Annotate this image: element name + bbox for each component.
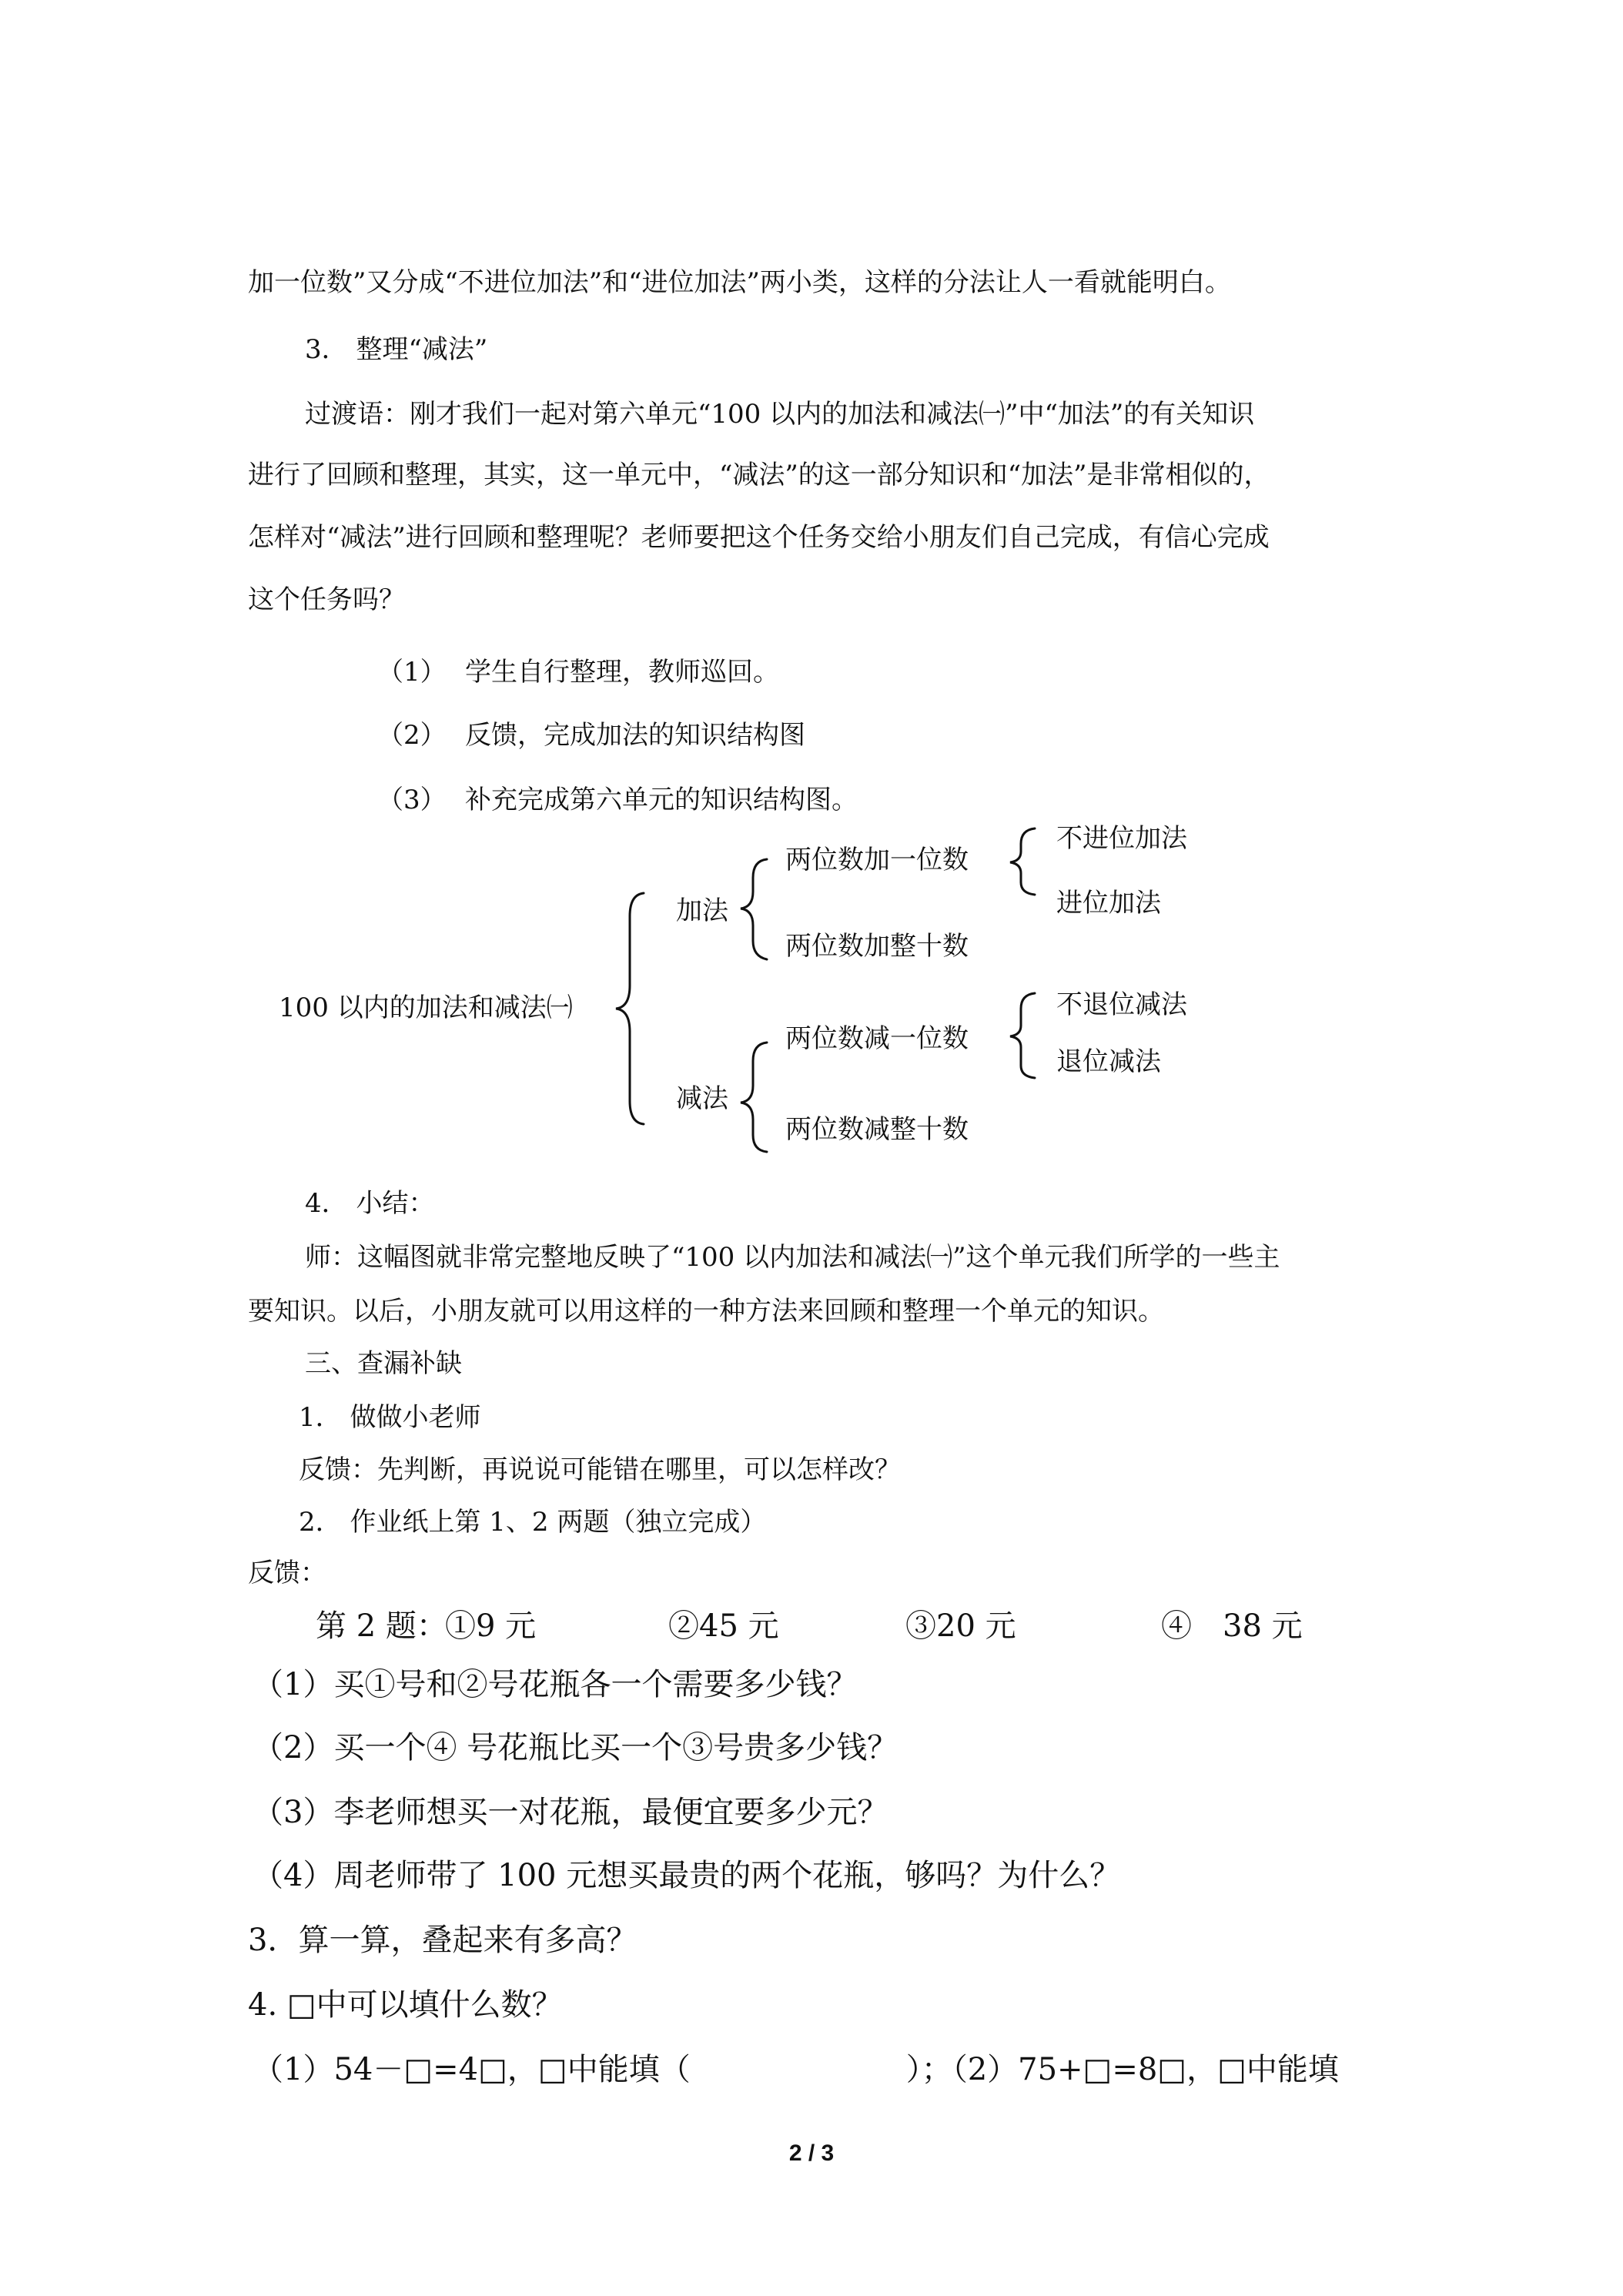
diagram-sub-a: 两位数减一位数 [785,1023,969,1054]
paragraph-line: 进行了回顾和整理，其实，这一单元中，“减法”的这一部分知识和“加法”是非常相似的， [248,460,1270,490]
step-number: （2） [377,720,447,751]
page-number: 2 / 3 [788,2140,835,2166]
question-3: 3．算一算，叠起来有多高？ [248,1923,637,1958]
price-2: ②45 元 [668,1608,779,1644]
question-4: 4. □中可以填什么数？ [248,1987,563,2023]
paragraph-line: 这个任务吗？ [248,584,405,615]
step-number: （1） [377,657,447,688]
question-line: （1）买①号和②号花瓶各一个需要多少钱？ [253,1667,858,1702]
paragraph-line: 加一位数”又分成“不进位加法”和“进位加法”两小类，这样的分法让人一看就能明白。 [248,267,1231,298]
diagram-sub-b: 两位数减整十数 [785,1114,969,1145]
price-3: ③20 元 [905,1608,1016,1644]
diagram-add-a1: 不进位加法 [1056,823,1187,854]
diagram-add: 加法 [676,895,728,926]
add-a-brace [1010,828,1035,895]
question-line: （4）周老师带了 100 元想买最贵的两个花瓶，够吗？为什么？ [253,1858,1121,1893]
sub-a-brace [1010,993,1035,1078]
diagram-sub: 减法 [676,1083,728,1114]
diagram-add-a: 两位数加一位数 [785,845,969,875]
list-item: 2． 作业纸上第 1、2 两题（独立完成） [299,1507,767,1538]
step-text: 反馈，完成加法的知识结构图 [465,720,805,751]
question-line: （3）李老师想买一对花瓶，最便宜要多少元？ [253,1795,888,1830]
diagram-add-a2: 进位加法 [1056,888,1161,919]
paragraph-line: 过渡语：刚才我们一起对第六单元“100 以内的加法和减法㈠”中“加法”的有关知识 [305,399,1255,430]
question-4-line: （1）54－□=4□，□中能填（ ）；（2）75+□=8□，□中能填 [253,2052,1339,2087]
price-4: ④ 38 元 [1161,1608,1303,1644]
paragraph-line: 反馈： [248,1558,326,1588]
price-1: ①9 元 [445,1608,537,1644]
heading-subtraction: 3． 整理“减法” [305,334,488,365]
paragraph-line: 师：这幅图就非常完整地反映了“100 以内加法和减法㈠”这个单元我们所学的一些主 [305,1242,1280,1273]
question-line: （2）买一个④ 号花瓶比买一个③号贵多少钱？ [253,1730,899,1766]
paragraph-line: 怎样对“减法”进行回顾和整理呢？老师要把这个任务交给小朋友们自己完成，有信心完成 [248,522,1270,553]
diagram-root: 100 以内的加法和减法㈠ [279,992,573,1023]
paragraph-line: 反馈：先判断，再说说可能错在哪里，可以怎样改？ [299,1454,901,1485]
step-number: （3） [377,785,447,815]
diagram-sub-a2: 退位减法 [1056,1046,1161,1077]
diagram-add-b: 两位数加整十数 [785,931,969,962]
step-text: 补充完成第六单元的知识结构图。 [465,785,858,815]
paragraph-line: 要知识。以后，小朋友就可以用这样的一种方法来回顾和整理一个单元的知识。 [248,1296,1164,1327]
q2-label: 第 2 题： [316,1608,447,1644]
heading-summary: 4． 小结： [305,1188,435,1219]
list-item: 1． 做做小老师 [299,1402,481,1433]
diagram-sub-a1: 不退位减法 [1056,989,1187,1020]
sub-brace [741,1043,767,1152]
root-brace [616,893,644,1124]
add-brace [741,859,767,959]
section-title: 三、查漏补缺 [305,1348,462,1379]
step-text: 学生自行整理，教师巡回。 [465,657,779,688]
